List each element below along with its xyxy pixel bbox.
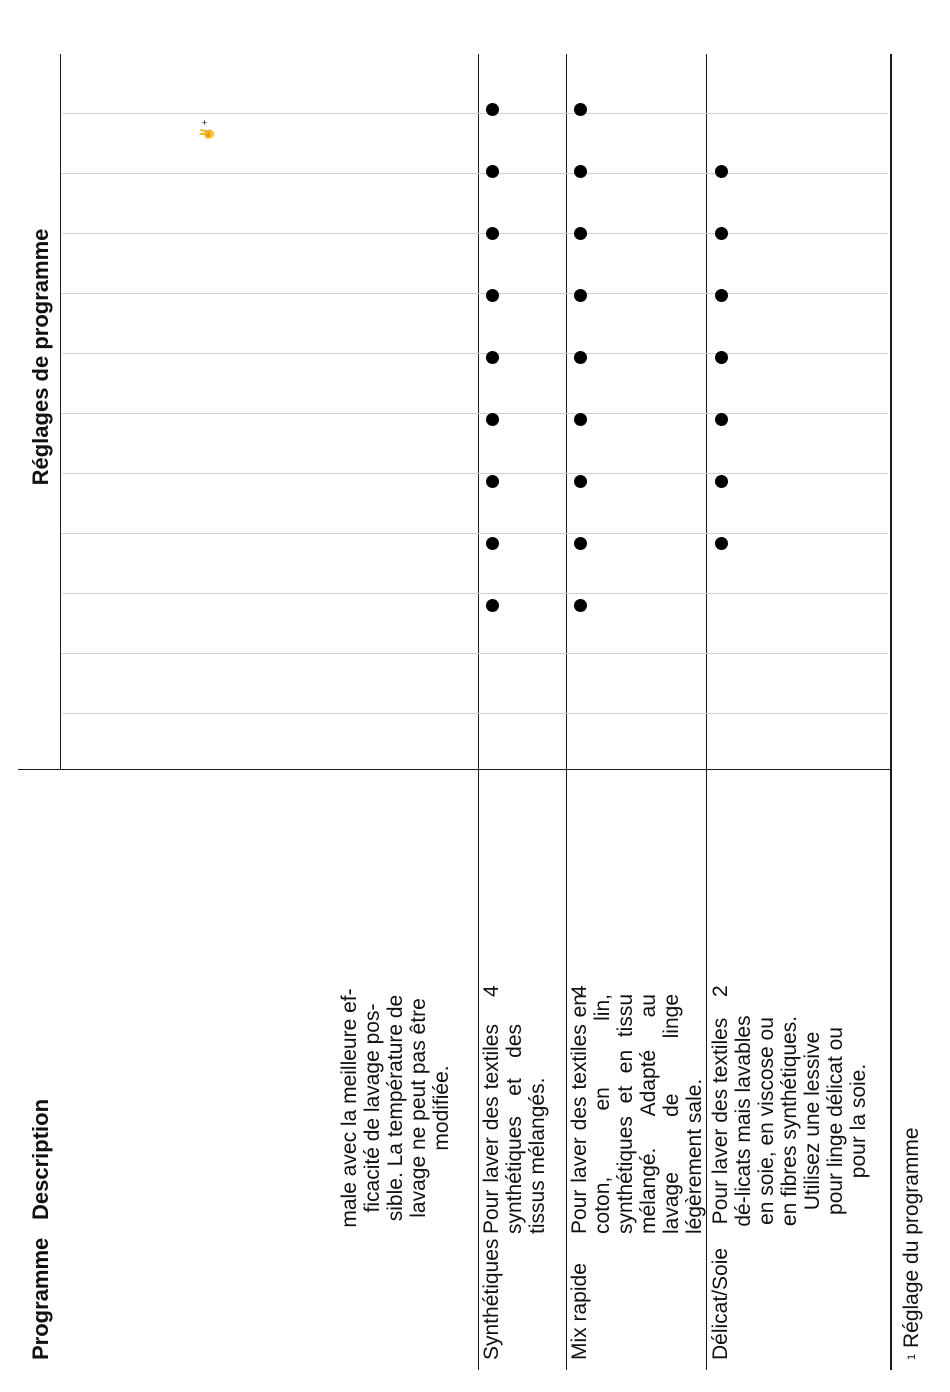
setting-available-dot xyxy=(715,475,728,488)
setting-available-dot xyxy=(486,289,499,302)
column-divider xyxy=(18,769,890,770)
settings-header-underline xyxy=(60,54,61,770)
row-description: male avec la meilleure ef-ficacité de lavage pos-sible. La température de lavage ne peut pas être modifiée. xyxy=(338,988,453,1228)
row-description: Pour laver des textiles dé-licats mais lavables en soie, en viscose ou en fibres synthétiques. Utilisez une lessive pour linge délicat ou pour la soie. xyxy=(709,1015,870,1227)
row-programme-name: Mix rapide xyxy=(568,1263,591,1360)
settings-col-separator xyxy=(62,593,888,594)
setting-available-dot xyxy=(715,413,728,426)
setting-available-dot xyxy=(486,103,499,116)
settings-col-separator xyxy=(62,293,888,294)
settings-col-separator xyxy=(62,713,888,714)
setting-available-dot xyxy=(486,537,499,550)
setting-available-dot xyxy=(486,413,499,426)
row-number: 2 xyxy=(709,985,732,997)
table-bottom-border xyxy=(890,54,892,1370)
setting-available-dot xyxy=(715,165,728,178)
setting-available-dot xyxy=(715,537,728,550)
settings-col-separator xyxy=(62,653,888,654)
row-number: 4 xyxy=(480,985,503,997)
setting-available-dot xyxy=(486,599,499,612)
setting-available-dot xyxy=(486,475,499,488)
setting-available-dot xyxy=(574,475,587,488)
footnote-marker: 1 xyxy=(906,1353,918,1360)
setting-available-dot xyxy=(574,413,587,426)
row-number: 4 xyxy=(568,985,591,997)
programme-table-page xyxy=(18,54,932,1370)
row-divider xyxy=(478,54,479,1370)
setting-available-dot xyxy=(574,599,587,612)
settings-col-separator xyxy=(62,173,888,174)
setting-available-dot xyxy=(715,289,728,302)
header-description: Description xyxy=(28,1098,53,1220)
setting-available-dot xyxy=(574,227,587,240)
settings-col-separator xyxy=(62,353,888,354)
setting-available-dot xyxy=(715,227,728,240)
row-description: Pour laver des textiles synthétiques et des tissus mélangés. xyxy=(480,1024,549,1234)
row-divider xyxy=(566,54,567,1370)
row-programme-name: Délicat/Soie xyxy=(709,1247,732,1360)
setting-available-dot xyxy=(715,351,728,364)
setting-available-dot xyxy=(574,289,587,302)
footnote-text: Réglage du programme xyxy=(900,1127,923,1349)
footnote xyxy=(900,1127,924,1360)
setting-available-dot xyxy=(574,537,587,550)
row-divider xyxy=(706,54,707,1370)
setting-available-dot xyxy=(486,165,499,178)
settings-col-separator xyxy=(62,413,888,414)
setting-available-dot xyxy=(486,351,499,364)
setting-available-dot xyxy=(574,351,587,364)
row-programme-name: Synthétiques xyxy=(480,1238,503,1360)
setting-available-dot xyxy=(574,165,587,178)
settings-col-separator xyxy=(62,233,888,234)
hand-wash-plus-icon: ✌⁺ xyxy=(199,118,214,142)
setting-available-dot xyxy=(486,227,499,240)
setting-available-dot xyxy=(574,103,587,116)
settings-col-separator xyxy=(62,473,888,474)
settings-col-separator xyxy=(62,113,888,114)
settings-col-separator xyxy=(62,533,888,534)
header-reglages: Réglages de programme xyxy=(28,228,53,486)
row-description: Pour laver des textiles en coton, en lin, synthétiques et en tissu mélangé. Adapté au lavage de linge légèrement sale. xyxy=(568,994,706,1234)
header-programme: Programme xyxy=(28,1237,53,1360)
